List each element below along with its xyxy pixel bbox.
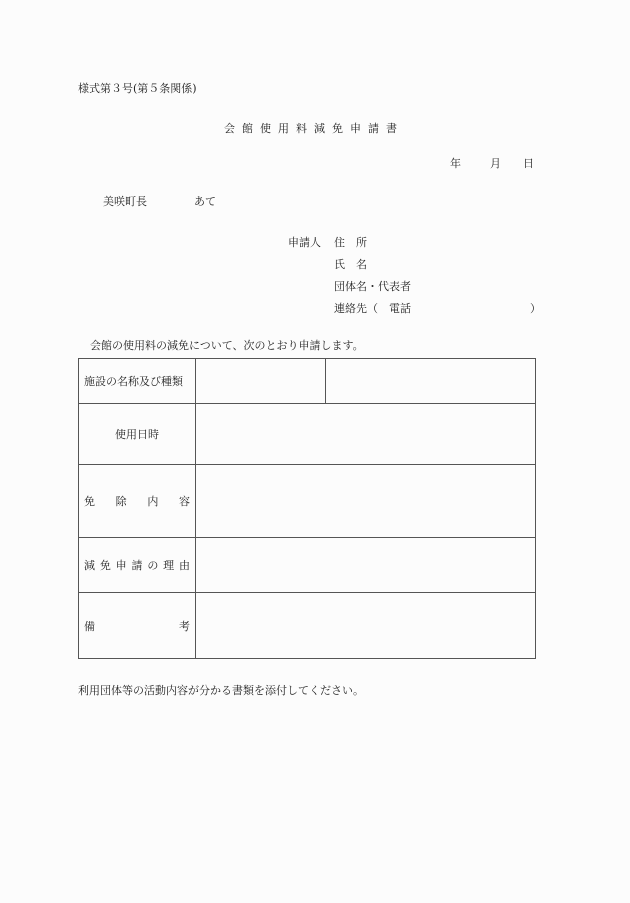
intro-text: 会館の使用料の減免について、次のとおり申請します。 bbox=[90, 339, 364, 352]
usage-datetime-label: 使用日時 bbox=[79, 404, 196, 464]
applicant-contact-label: 連絡先（ 電話 bbox=[334, 302, 411, 315]
addressee-name: 美咲町長 bbox=[103, 195, 147, 208]
label-char: 免 bbox=[84, 495, 95, 508]
label-char: 免 bbox=[99, 559, 111, 572]
date-month-label: 月 bbox=[490, 157, 501, 170]
applicant-name-label: 氏 名 bbox=[334, 258, 367, 271]
addressee bbox=[103, 193, 216, 209]
table-row-facility bbox=[79, 359, 535, 404]
exemption-content-value-cell[interactable] bbox=[196, 465, 535, 537]
facility-label: 施設の名称及び種類 bbox=[79, 359, 196, 403]
form-number: 様式第３号(第５条関係) bbox=[78, 82, 197, 95]
label-char: 容 bbox=[178, 495, 190, 508]
remarks-value-cell[interactable] bbox=[196, 593, 535, 658]
label-char: 内 bbox=[147, 495, 159, 508]
applicant-group-label: 団体名・代表者 bbox=[334, 280, 411, 293]
contact-paren-close: ） bbox=[530, 302, 541, 315]
label-char: 理 bbox=[163, 559, 175, 572]
table-row-usage-datetime bbox=[79, 404, 535, 465]
application-table bbox=[78, 358, 536, 659]
label-char: 申 bbox=[115, 559, 127, 572]
reason-label bbox=[79, 538, 196, 592]
reason-value-cell[interactable] bbox=[196, 538, 535, 592]
table-row-exemption-content bbox=[79, 465, 535, 538]
facility-divider bbox=[325, 359, 326, 403]
facility-value-cell[interactable] bbox=[196, 359, 535, 403]
applicant-label: 申請人 bbox=[288, 236, 321, 249]
date-year-label: 年 bbox=[450, 157, 461, 170]
table-row-reason bbox=[79, 538, 535, 593]
footer-note: 利用団体等の活動内容が分かる書類を添付してください。 bbox=[78, 684, 364, 697]
applicant-address-label: 住 所 bbox=[334, 236, 367, 249]
label-char: 除 bbox=[115, 495, 127, 508]
label-char: 請 bbox=[131, 559, 143, 572]
document-title: 会館使用料減免申請書 bbox=[224, 122, 404, 135]
usage-datetime-value-cell[interactable] bbox=[196, 404, 535, 464]
remarks-label bbox=[79, 593, 196, 658]
label-char: 考 bbox=[179, 619, 190, 633]
date-day-label: 日 bbox=[523, 157, 534, 170]
addressee-suffix: あて bbox=[194, 195, 216, 208]
label-char: 由 bbox=[178, 559, 190, 572]
date-line bbox=[450, 155, 534, 171]
label-char: の bbox=[147, 559, 159, 572]
table-row-remarks bbox=[79, 593, 535, 658]
label-char: 減 bbox=[84, 559, 95, 572]
label-char: 備 bbox=[84, 619, 95, 633]
exemption-content-label bbox=[79, 465, 196, 537]
